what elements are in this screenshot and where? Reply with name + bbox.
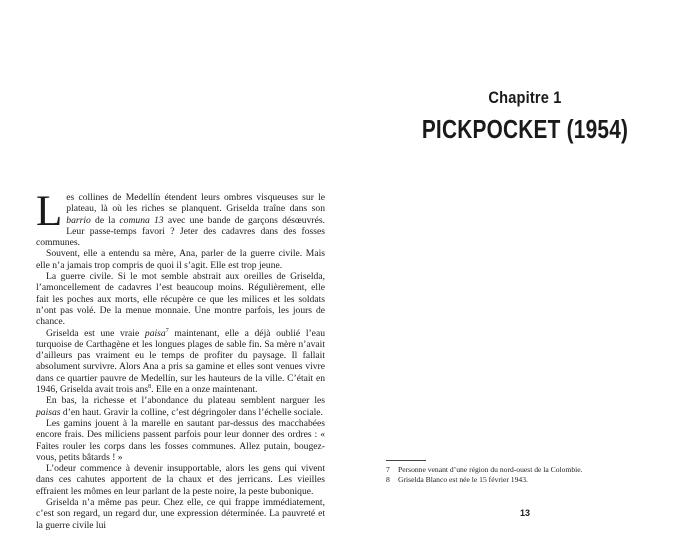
drop-cap: L — [36, 188, 63, 235]
chapter-title: PICKPOCKET (1954) — [421, 114, 629, 144]
footnote-ref-8[interactable]: 8 — [148, 383, 152, 390]
paragraph-6: Les gamins jouent à la marelle en sautant par-dessus des macchabées encore frais. Des miliciens passent parfois pour leur donner des ordres : « Faites rouler les corps dans les fosses communes. Allez putain, bougez-vous, petits bâtards ! » — [36, 417, 325, 463]
italic-comuna: comuna 13 — [119, 214, 164, 226]
footnote-8: 8 Griselda Blanco est née le 15 février 1943. — [386, 475, 528, 484]
paragraph-2: Souvent, elle a entendu sa mère, Ana, parler de la guerre civile. Mais elle n’a jamais trop compris de quoi il s’agit. Elle est trop jeune. — [36, 248, 325, 271]
right-page — [350, 0, 700, 537]
chapter-label: Chapitre 1 — [488, 88, 562, 107]
italic-barrio: barrio — [66, 214, 91, 226]
paragraph-5: En bas, la richesse et l’abondance du plateau semblent narguer les paisas d’en haut. Gravir la colline, c’est dégringoler dans l’échelle sociale. — [36, 395, 325, 418]
paragraph-3: La guerre civile. Si le mot semble abstrait aux oreilles de Griselda, l’amoncellement de cadavres l’est beaucoup moins. Régulièrement, elle fait les poches aux morts, elle récupère ce que les milices et les soldats n’ont pas volé. De la menue monnaie. Une montre parfois, les jours de chance. — [36, 271, 325, 328]
page-number: 13 — [519, 508, 530, 518]
paragraph-1: Les collines de Medellín étendent leurs ombres visqueuses sur le plateau, là où les riches se planquent. Griselda traîne dans son barrio de la comuna 13 avec une bande de garçons désœuvrés. Leur passe-temps favori ? Jeter des cadavres dans des fosses communes. — [36, 188, 325, 249]
footnote-ref-7[interactable]: 7 — [165, 327, 169, 334]
paragraph-4: Griselda est une vraie paisa$^7$ maintenant, elle a déjà oublié l’eau turquoise de Carthagène et les longues plages de sable fin. Sa mère n’avait d’ailleurs pas vraiment eu le temps de profiter du paysage. Il fallait absolument survivre. Alors Ana a pris sa gamine et elles sont venues vivre dans ce quartier pauvre de Medellín, sur les hauteurs de la ville. C’était en 1946, Griselda avait trois ans$^8$. Elle en a onze maintenant. — [36, 327, 325, 396]
footnotes — [386, 465, 676, 485]
paragraph-8: Griselda n’a même pas peur. Chez elle, ce qui frappe immédiatement, c’est son regard, un regard dur, une expression déterminée. La pauvreté et la guerre civile lui — [36, 497, 325, 531]
paragraph-7: L’odeur commence à devenir insupportable, alors les gens qui vivent dans ces cahutes apportent de la chaux et des jerricans. Les vieilles effraient les mômes en leur parlant de la peste noire, la peste bubonique. — [36, 463, 325, 497]
chapter-body — [36, 188, 325, 531]
footnote-separator — [386, 460, 426, 461]
footnote-7: 7 Personne venant d’une région du nord-ouest de la Colombie. — [386, 465, 583, 474]
italic-paisas: paisas — [36, 406, 61, 418]
italic-paisa: paisa — [144, 327, 166, 339]
